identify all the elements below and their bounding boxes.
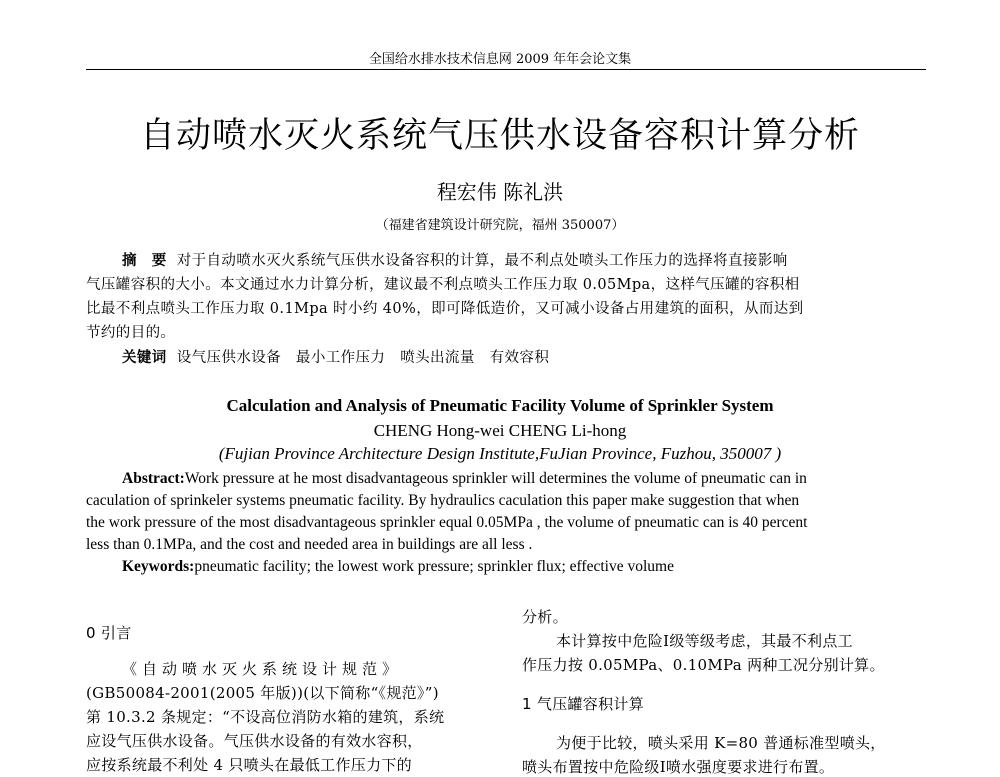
- abstract-cn-line-3: 比最不利点喷头工作压力取 0.1Mpa 时小约 40%，即可降低造价，又可减小设备占用建筑的面积，从而达到: [86, 301, 804, 317]
- left-line-3: 第 10.3.2 条规定：“不设高位消防水箱的建筑，系统: [86, 708, 445, 726]
- right-line-5: 喷头布置按中危险级Ⅰ喷水强度要求进行布置。: [522, 758, 835, 776]
- keywords-cn-label: 关键词: [122, 349, 167, 366]
- abstract-cn-line-4: 节约的目的。: [86, 325, 176, 341]
- english-keywords-label: Keywords:: [122, 558, 195, 575]
- english-abstract-line-1: Abstract:Work pressure at he most disadvantageous sprinkler will determines the volume of pneumatic can in: [122, 470, 807, 487]
- english-abstract-label: Abstract:: [122, 470, 185, 487]
- running-header: 全国给水排水技术信息网 2009 年年会论文集: [368, 52, 632, 67]
- right-line-2: 本计算按中危险Ⅰ级等级考虑，其最不利点工: [556, 632, 853, 650]
- section-0-heading: 0 引言: [86, 624, 132, 642]
- english-abstract-line-3: the work pressure of the most disadvantageous sprinkler equal 0.05MPa , the volume of pneumatic can is 40 percent: [86, 514, 808, 531]
- english-keywords: Keywords:pneumatic facility; the lowest work pressure; sprinkler flux; effective volume: [122, 558, 674, 575]
- english-authors: CHENG Hong-wei CHENG Li-hong: [373, 421, 627, 440]
- paper-title: 自动喷水灭火系统气压供水设备容积计算分析: [139, 116, 860, 156]
- right-line-1: 分析。: [522, 608, 568, 626]
- left-line-5: 应按系统最不利处 4 只喷头在最低工作压力下的: [86, 756, 412, 774]
- header-rule: [86, 69, 926, 70]
- right-line-3: 作压力按 0.05MPa、0.10MPa 两种工况分别计算。: [522, 656, 885, 674]
- english-title: Calculation and Analysis of Pneumatic Facility Volume of Sprinkler System: [226, 396, 774, 415]
- abstract-cn-label: 摘 要: [122, 252, 167, 269]
- right-line-4: 为便于比较，喷头采用 K=80 普通标准型喷头，: [556, 734, 886, 752]
- left-line-4: 应设气压供水设备。气压供水设备的有效水容积，: [86, 732, 423, 750]
- english-abstract-line-2: caculation of sprinkeler systems pneumatic facility. By hydraulics caculation this paper make suggestion that when: [86, 492, 800, 509]
- abstract-cn-line-1: 摘 要 对于自动喷水灭火系统气压供水设备容积的计算，最不利点处喷头工作压力的选择将直接影响: [122, 252, 788, 269]
- english-abstract-line-4: less than 0.1MPa, and the cost and needed area in buildings are all less .: [86, 536, 533, 553]
- keywords-cn: 关键词 设气压供水设备 最小工作压力 喷头出流量 有效容积: [122, 349, 550, 366]
- english-affiliation: (Fujian Province Architecture Design Institute,FuJian Province, Fuzhou, 350007 ): [218, 444, 782, 463]
- left-line-2: (GB50084-2001(2005 年版))(以下简称“《规范》”): [86, 684, 439, 702]
- paper-authors: 程宏伟 陈礼洪: [436, 180, 564, 204]
- paper-affiliation: （福建省建筑设计研究院，福州 350007）: [375, 218, 625, 233]
- section-1-heading: 1 气压罐容积计算: [522, 695, 645, 713]
- abstract-cn-line-2: 气压罐容积的大小。本文通过水力计算分析，建议最不利点喷头工作压力取 0.05Mpa，这样气压罐的容积相: [86, 277, 800, 293]
- left-line-1: 《自动喷水灭火系统设计规范》: [122, 660, 403, 678]
